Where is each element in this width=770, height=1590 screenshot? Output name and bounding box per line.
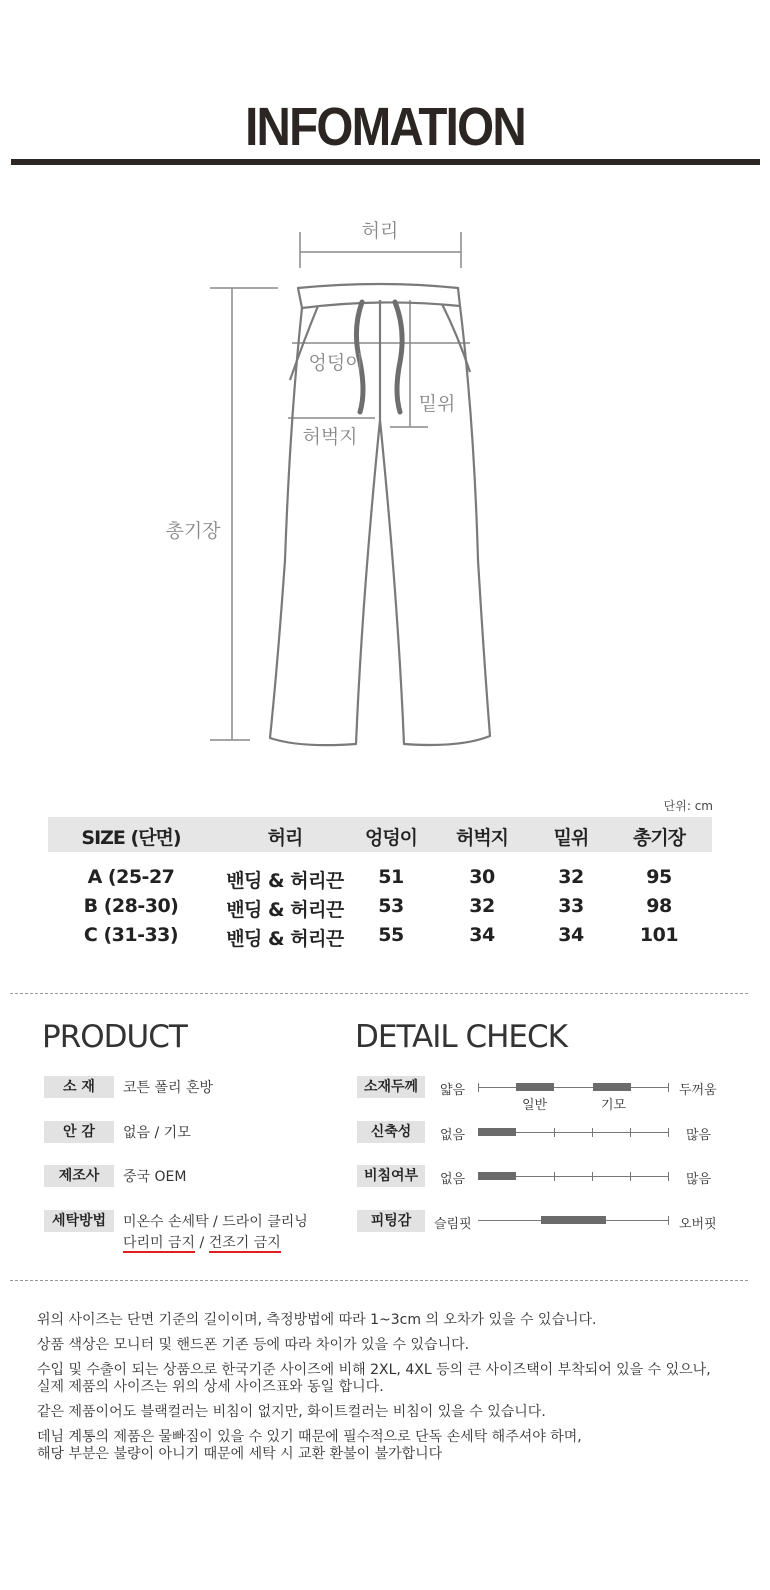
cell-thigh: 34 <box>469 924 495 946</box>
fit-left: 슬림핏 <box>434 1217 472 1232</box>
cell-length: 98 <box>646 895 672 917</box>
rise-label: 밑위 <box>418 393 456 415</box>
note-line: 실제 제품의 사이즈는 위의 상세 사이즈표와 동일 합니다. <box>37 1379 384 1395</box>
detail-label-sheerness: 비침여부 <box>357 1165 425 1187</box>
detail-label-stretch: 신축성 <box>357 1121 425 1143</box>
cell-waist: 밴딩 & 허리끈 <box>226 870 344 892</box>
thickness-mark-fleece: 기모 <box>601 1098 627 1113</box>
col-rise: 밑위 <box>553 827 589 849</box>
cell-rise: 33 <box>558 895 584 917</box>
detail-label-fit: 피팅감 <box>357 1210 425 1232</box>
scale-tick <box>592 1172 593 1181</box>
col-waist: 허리 <box>267 827 303 849</box>
no-dryer-warning: 건조기 금지 <box>208 1235 281 1251</box>
section-divider <box>10 1280 748 1281</box>
note-line: 같은 제품이어도 블랙컬러는 비침이 없지만, 화이트컬러는 비침이 있을 수 있습니다. <box>37 1404 546 1420</box>
col-hip: 엉덩이 <box>364 827 418 849</box>
note-line: 수입 및 수출이 되는 상품으로 한국기준 사이즈에 비해 2XL, 4XL 등의 큰 사이즈택이 부착되어 있을 수 있으나, <box>37 1362 711 1378</box>
cell-size: B (28-30) <box>83 895 179 917</box>
cell-rise: 32 <box>558 866 584 888</box>
product-value-washing: 미온수 손세탁 / 드라이 클리닝 <box>123 1214 308 1230</box>
cell-thigh: 30 <box>469 866 495 888</box>
stretch-right: 많음 <box>686 1128 712 1143</box>
scale-tick <box>478 1083 479 1092</box>
page-title: INFOMATION <box>245 97 525 157</box>
scale-tick <box>554 1128 555 1137</box>
note-line: 데님 계통의 제품은 물빠짐이 있을 수 있기 때문에 필수적으로 단독 손세탁 해주셔야 하며, <box>37 1429 582 1445</box>
stretch-bar <box>478 1128 516 1136</box>
fit-right: 오버핏 <box>679 1217 717 1232</box>
cell-waist: 밴딩 & 허리끈 <box>226 928 344 950</box>
scale-tick <box>592 1128 593 1137</box>
thickness-right: 두꺼움 <box>679 1083 717 1098</box>
waist-label: 허리 <box>361 220 399 242</box>
product-label-manufacturer: 제조사 <box>44 1165 114 1187</box>
length-label: 총기장 <box>165 520 221 542</box>
note-line: 해당 부분은 불량이 아니기 때문에 세탁 시 교환 환불이 불가합니다 <box>37 1446 443 1462</box>
washing-warnings <box>123 1232 281 1252</box>
cell-length: 95 <box>646 866 672 888</box>
fit-bar <box>541 1216 606 1224</box>
title-divider <box>11 159 760 165</box>
product-value-manufacturer: 중국 OEM <box>123 1169 187 1185</box>
scale-tick <box>668 1128 669 1137</box>
cell-size: A (25-27 <box>87 866 175 888</box>
thickness-left: 얇음 <box>440 1083 466 1098</box>
note-line: 위의 사이즈는 단면 기준의 길이이며, 측정방법에 따라 1~3cm 의 오차가 있을 수 있습니다. <box>37 1312 597 1328</box>
thickness-scale <box>478 1087 669 1088</box>
thickness-bar-normal <box>516 1083 554 1091</box>
scale-tick <box>630 1172 631 1181</box>
pants-diagram <box>0 200 770 760</box>
scale-tick <box>630 1128 631 1137</box>
note-line: 상품 색상은 모니터 및 핸드폰 기존 등에 따라 차이가 있을 수 있습니다. <box>37 1337 470 1353</box>
product-value-material: 코튼 폴리 혼방 <box>123 1080 214 1096</box>
detail-heading: DETAIL CHECK <box>355 1019 567 1055</box>
cell-hip: 51 <box>378 866 404 888</box>
no-iron-warning: 다리미 금지 <box>123 1235 196 1251</box>
scale-tick <box>668 1216 669 1225</box>
thigh-label: 허벅지 <box>302 426 358 448</box>
scale-tick <box>668 1172 669 1181</box>
unit-label: 단위: cm <box>663 799 713 813</box>
detail-label-thickness: 소재두께 <box>357 1076 425 1098</box>
col-thigh: 허벅지 <box>455 827 509 849</box>
hip-label: 엉덩이 <box>308 352 364 374</box>
cell-size: C (31-33) <box>83 924 179 946</box>
product-label-washing: 세탁방법 <box>44 1210 114 1232</box>
cell-rise: 34 <box>558 924 584 946</box>
cell-hip: 55 <box>378 924 404 946</box>
cell-hip: 53 <box>378 895 404 917</box>
product-value-lining: 없음 / 기모 <box>123 1125 191 1141</box>
cell-waist: 밴딩 & 허리끈 <box>226 899 344 921</box>
cell-thigh: 32 <box>469 895 495 917</box>
warning-separator: / <box>195 1235 209 1251</box>
stretch-left: 없음 <box>440 1128 466 1143</box>
section-divider <box>10 993 748 994</box>
product-label-material: 소 재 <box>44 1076 114 1098</box>
col-length: 총기장 <box>632 827 686 849</box>
product-heading: PRODUCT <box>42 1019 187 1055</box>
scale-tick <box>554 1172 555 1181</box>
scale-tick <box>668 1083 669 1092</box>
thickness-mark-normal: 일반 <box>522 1098 548 1113</box>
sheerness-bar <box>478 1172 516 1180</box>
sheerness-right: 많음 <box>686 1172 712 1187</box>
col-size: SIZE (단면) <box>81 827 181 849</box>
cell-length: 101 <box>639 924 679 946</box>
product-label-lining: 안 감 <box>44 1121 114 1143</box>
sheerness-left: 없음 <box>440 1172 466 1187</box>
thickness-bar-fleece <box>593 1083 631 1091</box>
